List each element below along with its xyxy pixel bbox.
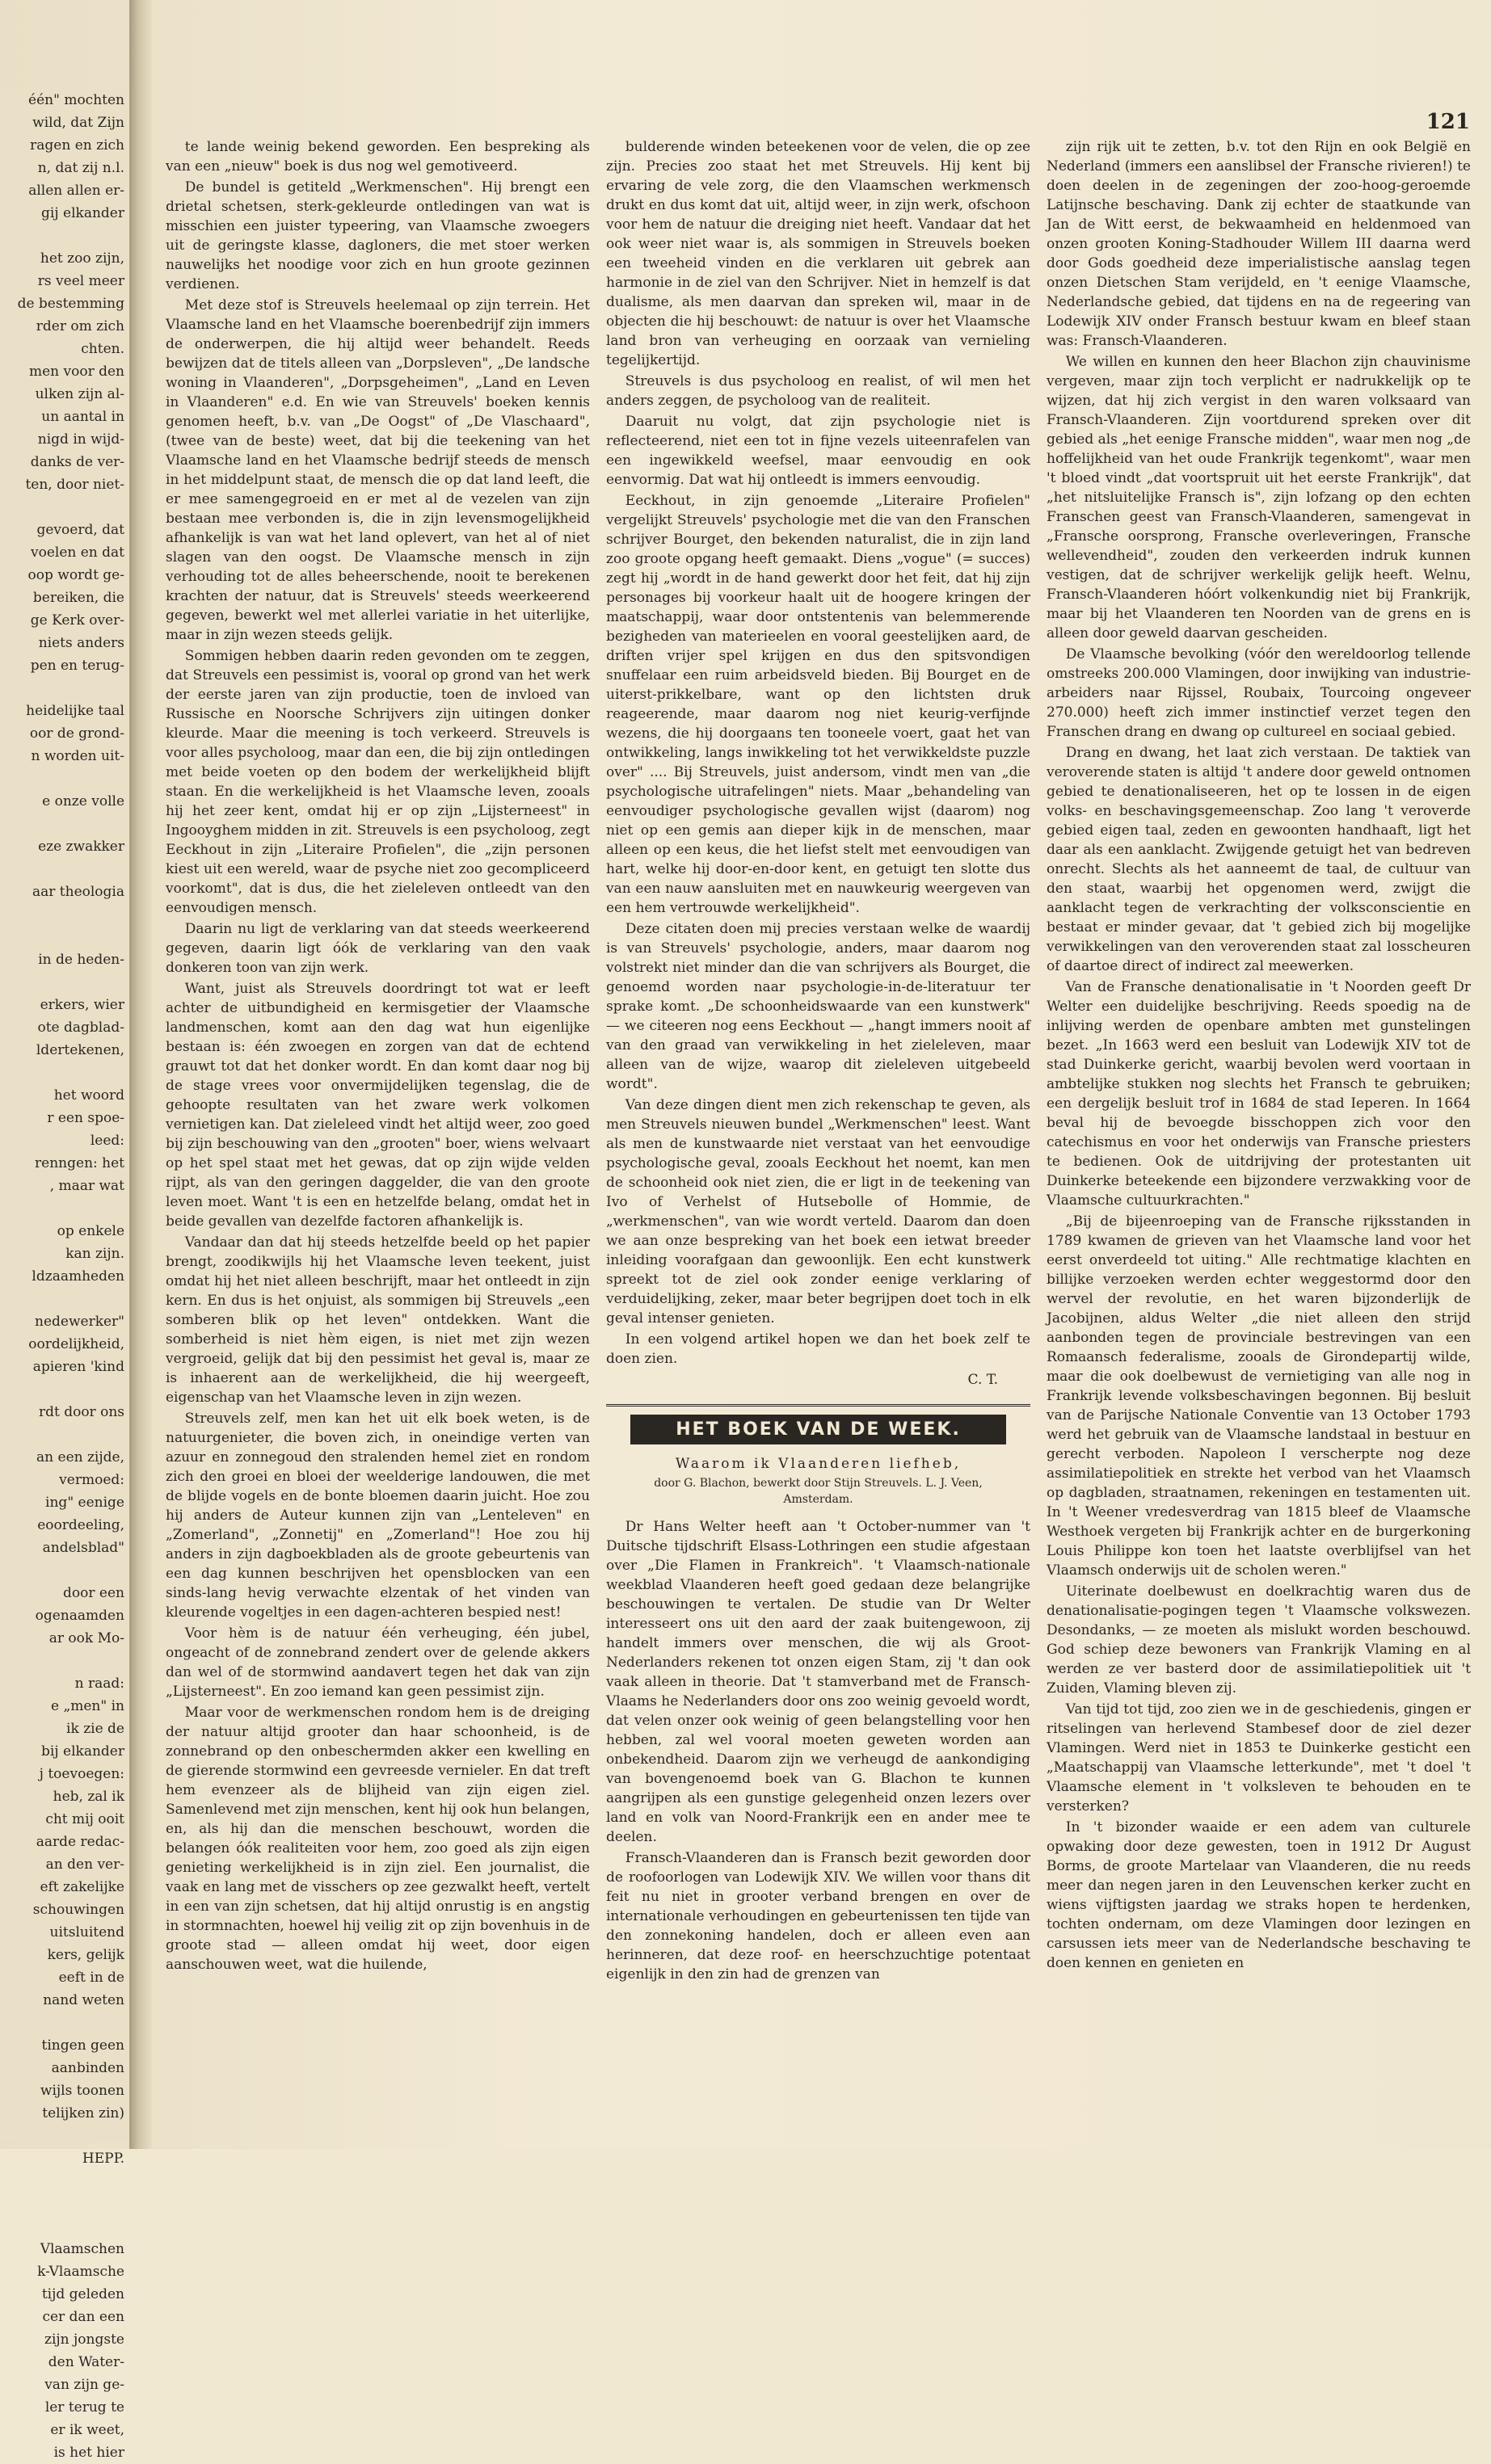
margin-text-line: an den ver- xyxy=(45,1856,124,1873)
paragraph: In 't bizonder waaide er een adem van culturele opwaking door deze gewesten, toen in 1912 Dr August Borms, de groote Martelaar van Vlaanderen, die nu reeds meer dan negen jaren in den Leuvenschen kerker zucht en wiens vijftigsten jaardag we straks hopen te herdenken, tochten ondernam, om deze Vlamingen door lezingen en carsussen iets meer van de Nederlandsche beschaving te doen kennen en genieten en xyxy=(1047,1819,1471,1971)
margin-text-line xyxy=(0,813,129,835)
margin-text-line: zijn jongste xyxy=(44,2332,124,2348)
book-title: Waarom ik Vlaanderen liefheb, xyxy=(675,1456,962,1472)
margin-text-line: den Water- xyxy=(48,2354,124,2370)
margin-text-line xyxy=(0,767,129,790)
margin-text-line: vermoed: xyxy=(59,1472,124,1488)
margin-text-line: andelsblad" xyxy=(42,1540,124,1556)
margin-text-line xyxy=(0,1378,129,1401)
article-streuvels xyxy=(606,137,1030,1369)
margin-text-line: gevoerd, dat xyxy=(36,522,124,538)
margin-text-line: rs veel meer xyxy=(37,273,124,289)
section-divider xyxy=(606,1404,1030,1406)
margin-text-line: bereiken, die xyxy=(32,590,124,606)
paragraph: In een volgend artikel hopen we dan het boek zelf te doen zien. xyxy=(606,1331,1030,1367)
margin-text-line: ote dagblad- xyxy=(37,1020,124,1036)
margin-text-line xyxy=(0,1423,129,1446)
margin-text-line: is het hier xyxy=(53,2445,124,2461)
page-gutter xyxy=(129,0,152,2149)
margin-text-line: an een zijde, xyxy=(36,1449,124,1465)
margin-text-line: eze zwakker xyxy=(38,839,124,855)
column-1 xyxy=(166,137,590,2133)
column-2 xyxy=(606,137,1030,2133)
margin-text-line: gij elkander xyxy=(41,205,124,221)
margin-text-line: ten, door niet- xyxy=(25,477,124,493)
paragraph: De bundel is getiteld „Werkmenschen". Hij brengt een drietal schetsen, sterk-gekleurde ontledingen van wat is misschien een juister typeering, van Vlaamsche zwoegers uit de geringste klasse, dagloners, die met stoer werken nauwelijks het noodige voor zich en hun groote gezinnen verdienen. xyxy=(166,179,590,292)
margin-text-line: r een spoe- xyxy=(47,1110,124,1126)
margin-text-line: e „men" in xyxy=(50,1698,124,1714)
margin-text-line: renngen: het xyxy=(35,1155,124,1171)
margin-text-line: , maar wat xyxy=(49,1178,124,1194)
margin-text-line xyxy=(0,2012,129,2034)
margin-text-line xyxy=(0,2125,129,2147)
book-review xyxy=(606,1517,1030,1984)
paragraph: Voor hèm is de natuur één verheuging, één jubel, ongeacht of de zonnebrand zendert over de gelende akkers dan wel of de stormwind aandavert tegen het dak van zijn „Lijsterneest". En zoo iemand kan geen pessimist zijn. xyxy=(166,1625,590,1700)
margin-text-line xyxy=(0,1288,129,1310)
margin-text-line: chten. xyxy=(81,341,124,357)
margin-text-line xyxy=(0,858,129,881)
paragraph: Maar voor de werkmenschen rondom hem is de dreiging der natuur altijd grooter dan haar schoonheid, is de zonnebrand op den onbeschermden akker een kwelling en de gierende stormwind een gevreesde vernieler. En dat treft hem evenzeer als de blijheid van zijn eigen ziel. Samenlevend met zijn menschen, kent hij ook hun belangen, en, als hij dan die menschen beschouwt, worden die belangen óók realiteiten voor hem, zoo goed als zijn eigen genieting werkelijkheid is in zijn ziel. Een journalist, die vaak en lang met de visschers op zee gezwalkt heeft, vertelt in een van zijn schetsen, dat hij altijd onrustig is en angstig in stormnachten, hoewel hij veilig zit op zijn bovenhuis in de groote stad — alleen omdat hij weet, door eigen aanschouwen weet, wat die huilende, xyxy=(166,1705,590,1973)
paragraph: Fransch-Vlaanderen dan is Fransch bezit geworden door de roofoorlogen van Lodewijk XIV. We willen voor thans dit feit nu niet in grooter verband brengen en over de internationale verhoudingen en gebeurtenissen ten tijde van den zonnekoning handelen, doch er alleen even aan herinneren, dat deze roof- en heerschzuchtige potentaat eigenlijk in den zin had de grenzen van xyxy=(606,1850,1030,1983)
margin-text-line: ragen en zich xyxy=(30,137,124,153)
margin-text-line: door een xyxy=(63,1585,124,1601)
margin-text-line: bij elkander xyxy=(41,1743,124,1760)
margin-text-line: eeft in de xyxy=(58,1970,124,1986)
margin-text-line: kan zijn. xyxy=(65,1246,124,1262)
paragraph: Van deze dingen dient men zich rekenschap te geven, als men Streuvels nieuwen bundel „Werkmenschen" leest. Want als men de kunstwaarde niet verstaat van het eenvoudige psychologische geval, zooals Eeckhout het noemt, kan men de schoonheid ook niet zien, die er ligt in de teekening van Ivo of Verhelst of Hutsebolle of Hommie, de „werkmenschen", van wie wordt verteld. Daarom dan doen we aan onze bespreking van het boek een ietwat breeder inleiding voorafgaan dan gewoonlijk. Een echt kunstwerk spreekt tot de ziel ook zonder eenige verklaring of verduidelijking, zeker, maar beter begrijpen doet toch in elk geval intenser genieten. xyxy=(606,1097,1030,1327)
margin-text-line: ing" eenige xyxy=(45,1495,124,1511)
margin-text-line: erkers, wier xyxy=(40,997,124,1013)
margin-text-line: rdt door ons xyxy=(38,1404,124,1420)
margin-text-line: oop wordt ge- xyxy=(27,567,124,583)
paragraph: Uiterinate doelbewust en doelkrachtig waren dus de denationalisatie-pogingen tegen 't Vlaamsche volkswezen. Desondanks, — ze moeten als mislukt worden beschouwd. God schiep deze bewoners van Frankrijk Vlaming en al werden ze ver basterd door de assimilatiepolitiek uit 't Zuiden, Vlaming bleven zij. xyxy=(1047,1583,1471,1697)
page-number: 121 xyxy=(1426,110,1470,134)
margin-text-line: heidelijke taal xyxy=(26,703,124,719)
margin-text-line: tijd geleden xyxy=(41,2286,124,2302)
paragraph: zijn rijk uit te zetten, b.v. tot den Rijn en ook België en Nederland (immers een aanslibsel der Fransche rivieren!) te doen deelen in de zegeningen der zoo-hoog-geroemde Latijnsche beschaving. Dank zij echter de staatkunde van Jan de Witt eerst, de bekwaamheid en heldenmoed van onzen grooten Koning-Stadhouder Willem III daarna werd door Gods goedheid deze imperialistische aanslag tegen onzen Dietschen Stam verijdeld, en 't eenige Vlaamsche, Nederlandsche gebied, dat tijdens en na de regeering van Lodewijk XIV onder Fransch bestuur kwam en bleef staan was: Fransch-Vlaanderen. xyxy=(1047,139,1471,349)
margin-text-line: wild, dat Zijn xyxy=(32,115,124,131)
paragraph: te lande weinig bekend geworden. Een bespreking als van een „nieuw" boek is dus nog wel gemotiveerd. xyxy=(166,139,590,174)
margin-text-line xyxy=(0,1062,129,1084)
margin-text-line: k-Vlaamsche xyxy=(37,2264,124,2280)
margin-text-line: cht mij ooit xyxy=(45,1811,124,1827)
margin-text-line: van zijn ge- xyxy=(44,2377,124,2393)
margin-text-line xyxy=(0,2170,129,2193)
margin-text-line: kers, gelijk xyxy=(47,1947,124,1963)
book-meta: door G. Blachon, bewerkt door Stijn Streuvels. L. J. Veen, Amsterdam. xyxy=(654,1477,983,1506)
paragraph: Van tijd tot tijd, zoo zien we in de geschiedenis, gingen er ritselingen van herlevend Stambesef door de ziel dezer Vlamingen. Werd niet in 1853 te Duinkerke gesticht een „Maatschappij van Vlaamsche letterkunde", met 't doel 't Vlaamsche element in 't volksleven te behouden en te versterken? xyxy=(1047,1701,1471,1814)
margin-text-line xyxy=(0,496,129,519)
margin-text-line xyxy=(0,1197,129,1220)
margin-text-line: n, dat zij n.l. xyxy=(37,160,124,176)
margin-text-line: nand weten xyxy=(43,1992,124,2008)
author-signature: C. T. xyxy=(967,1372,998,1388)
paragraph: Daaruit nu volgt, dat zijn psychologie niet is reflecteerend, niet een tot in fijne vezels uiteenrafelen van een ingewikkeld weefsel, maar eenvoudig en ook eenvormig. Dat wat hij ontleedt is immers eenvoudig. xyxy=(606,414,1030,488)
margin-text-line: de bestemming xyxy=(17,296,124,312)
margin-text-line: eoordeeling, xyxy=(37,1517,124,1533)
margin-text-line: eft zakelijke xyxy=(40,1879,124,1895)
adjacent-page-margin xyxy=(0,89,131,2461)
margin-text-line: cer dan een xyxy=(42,2309,124,2325)
paragraph: De Vlaamsche bevolking (vóór den wereldoorlog tellende omstreeks 200.000 Vlamingen, door inwijking van industrie-arbeiders naar Rijssel, Roubaix, Tourcoing ongeveer 270.000) heeft zich immer instinctief verzet tegen den Franschen drang en dwang op cultureel en sociaal gebied. xyxy=(1047,646,1471,740)
margin-text-line: aar theologia xyxy=(32,884,124,900)
paragraph: Van de Fransche denationalisatie in 't Noorden geeft Dr Welter een duidelijke beschrijving. Reeds spoedig na de inlijving werden de openbare ambten met gunstelingen bezet. „In 1663 werd een besluit van Lodewijk XIV tot de stad Duinkerke gericht, waarbij bevolen werd voortaan in ambtelijke stukken nog slechts het Fransch te gebruiken; een dergelijk besluit trof in 1684 de stad Ieperen. In 1664 beval hij de bevoegde bisschoppen zich voor den catechismus en voor het onderwijs van Fransche priesters te bedienen. Ook de uitdrijving der protestanten uit Duinkerke beteekende een bijzondere verzwakking voor de Vlaamsche cultuurkrachten." xyxy=(1047,979,1471,1209)
paragraph: „Bij de bijeenroeping van de Fransche rijksstanden in 1789 kwamen de grieven van het Vlaamsche land voor het eerst onverdeeld tot uiting." Alle rechtmatige klachten en billijke verzoeken werden echter weggestormd door den wervel der revolutie, en het waren bijzonderlijk de Jacobijnen, aldus Welter „die niet alleen den strijd aanbonden tegen de provinciale bestrevingen van een Romaansch federalisme, zooals de Girondepartij wilde, maar die ook doelbewust de vernietiging van alle nog in Frankrijk levende volksbeschavingen begonnen. Bij besluit van de Parijsche Nationale Conventie van 13 October 1793 werd het gebruik van de Vlaamsche landstaal in bestuur en gerecht verboden. Napoleon I verscherpte nog deze assimilatiepolitiek en strekte het verbod van het Vlaamsch op dagbladen, straatnamen, rekeningen en testamenten uit. In 't Weener vredesverdrag van 1815 bleef de Vlaamsche Westhoek vergeten bij Frankrijk achter en de burgerkoning Louis Philippe kon toen het laatste overblijfsel van het Vlaamsch onderwijs uit de scholen weren." xyxy=(1047,1213,1471,1579)
margin-text-line: pen en terug- xyxy=(30,658,124,674)
margin-text-line: un aantal in xyxy=(41,409,124,425)
margin-text-line: allen allen er- xyxy=(28,183,124,199)
margin-text-line: het zoo zijn, xyxy=(40,250,124,267)
margin-text-line: e onze volle xyxy=(42,793,124,809)
margin-text-line: heb, zal ik xyxy=(53,1789,124,1805)
margin-text-line: HEPP. xyxy=(82,2151,124,2167)
margin-text-line xyxy=(0,1650,129,1672)
margin-text-line: op enkele xyxy=(57,1223,124,1239)
paragraph: Dr Hans Welter heeft aan 't October-nummer van 't Duitsche tijdschrift Elsass-Lothringen een studie afgestaan over „Die Flamen in Frankreich". 't Vlaamsch-nationale weekblad Vlaanderen heeft goed gedaan deze belangrijke beschouwingen te vertalen. De studie van Dr Welter interesseert ons uit den aard der zaak buitengewoon, zij handelt immers over menschen, die wij als Groot-Nederlanders rekenen tot onzen eigen Stam, zij 't dan ook vaak alleen in theorie. Dat 't stamverband met de Fransch-Vlaams he Nederlanders door ons zoo weinig gevoeld wordt, dat velen onzer ook weinig of geen belangstelling voor hen hebben, zal wel vooral moeten geweten worden aan onbekendheid. Daarom zijn we verheugd de aankondiging van bovengenoemd boek van G. Blachon te kunnen aangrijpen als een gunstige gelegenheid onzen lezers over land en volk van Noord-Frankrijk een en ander mee te deelen. xyxy=(606,1519,1030,1845)
margin-text-line xyxy=(0,926,129,948)
margin-text-line: Vlaamschen xyxy=(40,2241,124,2257)
margin-text-line: niets anders xyxy=(38,635,124,651)
margin-text-line: men voor den xyxy=(28,364,124,380)
margin-text-line xyxy=(0,971,129,994)
paragraph: Deze citaten doen mij precies verstaan welke de waardij is van Streuvels' psychologie, anders, maar daarom nog volstrekt niet minder dan die van schrijvers als Bourget, die genoemd worden naar psychologie-in-de-literatuur ter sprake komt. „De schoonheidswaarde van een kunstwerk" — we citeeren nog eens Eeckhout — „hangt immers nooit af van den graad van verwikkeling in het zieleleven, maar alleen van de wijze, waarop dit zieleleven uitgebeeld wordt". xyxy=(606,921,1030,1092)
margin-text-line: ogenaamden xyxy=(35,1608,124,1624)
margin-text-line: danks de ver- xyxy=(30,454,124,470)
paragraph: We willen en kunnen den heer Blachon zijn chauvinisme vergeven, maar zijn toch verplicht er nadrukkelijk op te wijzen, dat hij zich vergist in den waren volksaard van Fransch-Vlaanderen. Zijn voortdurend spreken over dit gebied als „het eenige Fransche midden", waar men nog „de hoffelijkheid van het oude Frankrijk tegenkomt", waar men 't bloed vindt „dat voortspruit uit het eerste Frankrijk", dat „het nitsluitelijke Fransch is", zijn lofzang op den echten Franschen geest van Fransch-Vlaanderen, samengevat in „Fransche oorsprong, Fransche overleveringen, Fransche wellevendheid", zouden den verkeerden indruk kunnen vestigen, dat de schrijver werkelijk gelijk heeft. Welnu, Fransch-Vlaanderen hóórt volkenkundig niet bij Frankrijk, maar bij het Vlaanderen ten Noorden van de grens en is alleen door geweld daarvan gescheiden. xyxy=(1047,354,1471,641)
margin-text-line xyxy=(0,2193,129,2215)
margin-text-line: ldzaamheden xyxy=(32,1268,124,1285)
margin-text-line: ar ook Mo- xyxy=(48,1630,124,1646)
paragraph: Sommigen hebben daarin reden gevonden om te zeggen, dat Streuvels een pessimist is, vooral op grond van het werk der eerste jaren van zijn productie, toen de invloed van Russische en Noorsche Schrijvers zijn uitingen donker kleurde. Maar die meening is toch verkeerd. Streuvels is voor alles psycholoog, maar dan een, die bij zijn ontledingen met beide voeten op den bodem der werkelijkheid blijft staan. En die werkelijkheid is het Vlaamsche leven, zooals hij het zeer kent, omdat hij er op zijn „Lijsterneest" in Ingooyghem midden in zit. Streuvels is een psycholoog, zegt Eeckhout in zijn „Literaire Profielen", die „zijn personen kiest uit een wereld, waar de psyche niet zoo gecompliceerd voorkomt", dat is dus, die het zieleleven ontleedt van den eenvoudigen mensch. xyxy=(166,648,590,916)
section-title: HET BOEK VAN DE WEEK. xyxy=(630,1415,1006,1444)
margin-text-line: nedewerker" xyxy=(35,1314,124,1330)
margin-text-line xyxy=(0,677,129,700)
paragraph: Vandaar dan dat hij steeds hetzelfde beeld op het papier brengt, zoodikwijls hij het Vlaamsche leven teekent, juist omdat hij het niet alleen beschrijft, maar het ontleedt in zijn kern. En dus is het onjuist, als sommigen bij Streuvels „een somberen blik op het leven" ontdekken. Want die somberheid is niet hèm eigen, is niet met zijn wezen vergroeid, gelijk dat bij den pessimist het geval is, maar ze is inhaerent aan de werkelijkheid, die hij weergeeft, eigenschap van het Vlaamsche leven in zijn wezen. xyxy=(166,1234,590,1406)
margin-text-line: ik zie de xyxy=(66,1721,124,1737)
margin-text-line: apieren 'kind xyxy=(32,1359,124,1375)
margin-text-line: één" mochten xyxy=(28,92,124,108)
margin-text-line: het woord xyxy=(53,1087,124,1104)
margin-text-line: rder om zich xyxy=(36,318,124,334)
paragraph: Drang en dwang, het laat zich verstaan. De taktiek van veroverende staten is altijd 't andere door geweld ontnomen gebied te denationaliseeren, het op te lossen in de eigen volks- en beschavingsgemeenschap. Zoo lang 't veroverde gebied eigen taal, zeden en gewoonten handhaaft, ligt het daar als een aanklacht. Zwijgende getuigt het van bedreven onrecht. Slechts als het aanneemt de taal, de cultuur van den staat, waarbij het opgenomen werd, zwijgt die aanklacht tegen de verkrachting der volksconscientie en bestaat er minder gevaar, dat 't gebied zich bij mogelijke verwikkelingen van den veroverenden staat zal losscheuren of daartoe direct of indirect zal meewerken. xyxy=(1047,745,1471,974)
margin-text-line: tingen geen xyxy=(41,2037,124,2054)
margin-text-line: wijls toonen xyxy=(40,2083,124,2099)
paragraph: bulderende winden beteekenen voor de velen, die op zee zijn. Precies zoo staat het met Streuvels. Hij kent bij ervaring de vele zorg, die den Vlaamschen werkmensch drukt en dus komt dat uit, altijd weer, in zijn werk, ofschoon voor hem de natuur die dreiging niet heeft. Vandaar dat het ook weer niet waar is, als sommigen in Streuvels boeken een tweeheid vinden en die verklaren uit gebrek aan harmonie in de ziel van den Schrijver. Niet in hemzelf is dat dualisme, als men daarvan dan spreken wil, maar in de objecten die hij beschouwt: de natuur is over het Vlaamsche land bron van verheuging en oorzaak van vernieling tegelijkertijd. xyxy=(606,139,1030,368)
article-columns xyxy=(166,137,1471,2133)
margin-text-line: j toevoegen: xyxy=(39,1766,124,1782)
margin-text-line xyxy=(0,225,129,247)
margin-text-line xyxy=(0,2215,129,2238)
margin-text-line: nigd in wijd- xyxy=(37,431,124,448)
margin-text-line: in de heden- xyxy=(38,952,124,968)
margin-text-line: ldertekenen, xyxy=(36,1042,124,1058)
paragraph: Streuvels is dus psycholoog en realist, of wil men het anders zeggen, de psycholoog van de realiteit. xyxy=(606,373,1030,409)
paragraph: Met deze stof is Streuvels heelemaal op zijn terrein. Het Vlaamsche land en het Vlaamsche boerenbedrijf zijn immers de onderwerpen, die hij altijd weer behandelt. Reeds bewijzen dat de titels alleen van „Dorpsleven", „De landsche woning in Vlaanderen", „Dorpsgeheimen", „Land en Leven in Vlaanderen" e.d. En wie van Streuvels' boeken kennis genomen heeft, b.v. van „De Oogst" of „De Vlaschaard", (twee van de beste) weet, dat bij die teekening van het Vlaamsche land en het Vlaamsche bedrijf steeds de mensch in het middelpunt staat, de mensch die op dat land leeft, die er mee samengegroeid en er met al de vezelen van zijn bestaan mee verbonden is, die in zijn levensmogelijkheid afhankelijk is van wat het land oplevert, van het al of niet slagen van den oogst. De Vlaamsche mensch in zijn verhouding tot de alles beheerschende, nooit te berekenen krachten der natuur, dat is Streuvels' steeds weerkeerend gegeven, bewerkt wel met allerlei variatie in het uiterlijke, maar in zijn wezen steeds gelijk. xyxy=(166,297,590,643)
margin-text-line: oordelijkheid, xyxy=(28,1336,124,1352)
margin-text-line: aanbinden xyxy=(51,2060,124,2076)
margin-text-line: ler terug te xyxy=(44,2399,124,2416)
paragraph: Daarin nu ligt de verklaring van dat steeds weerkeerend gegeven, daarin ligt óók de verklaring van den vaak donkeren toon van zijn werk. xyxy=(166,921,590,976)
margin-text-line: ulken zijn al- xyxy=(35,386,124,402)
margin-text-line: ge Kerk over- xyxy=(30,612,124,629)
margin-text-line xyxy=(0,903,129,926)
margin-text-line: telijken zin) xyxy=(42,2105,124,2121)
paragraph: Streuvels zelf, men kan het uit elk boek weten, is de natuurgenieter, die boven zich, in oneindige verten van azuur en zonnegoud den stralenden hemel ziet en rondom zich den groei en bloei der weelderige landouwen, die met de blijde vogels en de bonte bloemen daarin juicht. Hoe zou hij anders de Auteur kunnen zijn van „Lenteleven" en „Zomerland", „Zonnetij" en „Zomerland"! Hoe zou hij anders in zijn dagboekbladen als de groote gebeurtenis van een dag kunnen beschrijven het opensblocken van een sinds-lang hevig verwachte elzentak of het vinden van kleurende vogeltjes in een dagen-achteren bespied nest! xyxy=(166,1411,590,1621)
margin-text-line xyxy=(0,1559,129,1582)
margin-text-line: n raad: xyxy=(74,1676,124,1692)
paragraph: Eeckhout, in zijn genoemde „Literaire Profielen" vergelijkt Streuvels' psychologie met die van den Franschen schrijver Bourget, den bekenden naturalist, die in zijn land zoo groote opgang heeft gemaakt. Diens „vogue" (= succes) zegt hij „wordt in de hand gewerkt door het feit, dat hij zijn personages bij voorkeur haalt uit de hoogere kringen der maatschappij, waar door ontstentenis van belemmerende bezigheden van materieelen en vooral geestelijken aard, de driften vrijer spel krijgen en dus den spitsvondigen snuffelaar een ruim arbeidsveld bieden. Bij Bourget en de uiterst-prikkelbare, want op den lichtsten druk reageerende, maar daarom nog niet keurig-verfijnde wezens, die hij doorgaans ten tooneele voert, gaat het van ontwikkeling, langs inwikkeling tot het verwikkeldste puzzle over" .... Bij Streuvels, juist andersom, vindt men van „die psychologische uitrafelingen" niets. Maar „behandeling van eenvoudiger psychologische gevallen wijst (daarom) nog niet op een gemis aan dieper kijk in de menschen, maar alleen op een keus, die het liefst stelt met eenvoudigen van hart, welke hij door-en-door kent, en getuigt ten slotte dus van een nauw aansluiten met en nauwkeurig weergeven van een hem vertrouwde werkelijkheid". xyxy=(606,493,1030,916)
margin-text-line: schouwingen xyxy=(32,1902,124,1918)
margin-text-line: n worden uit- xyxy=(31,748,124,764)
margin-text-line: aarde redac- xyxy=(36,1834,124,1850)
column-3 xyxy=(1047,137,1471,2133)
margin-text-line: uitsluitend xyxy=(49,1924,124,1941)
margin-text-line: leed: xyxy=(90,1133,124,1149)
margin-text-line: oor de grond- xyxy=(29,725,124,742)
paragraph: Want, juist als Streuvels doordringt tot wat er leeft achter de uitbundigheid en kermisgetier der Vlaamsche landmenschen, komt aan den dag wat hun eigenlijke bestaan is: één zwoegen en zorgen van dat de echtend grauwt tot dat het donker wordt. En dan komt daar nog bij de stage vrees voor onvermijdelijken tegenslag, die de gehoopte resultaten van het zware werk volkomen vernietigen kan. Dat zieleleed vindt het altijd weer, zoo goed bij zijn beschouwing van den „grooten" boer, wiens welvaart op het spel staat met het gewas, dat op zijn wijde velden rijpt, als van den geringen daggelder, die van den groote leven moet. Want 't is een en hetzelfde belang, omdat het in beide gevallen van dezelfde factoren afhankelijk is. xyxy=(166,981,590,1230)
margin-text-line: voelen en dat xyxy=(30,545,124,561)
margin-text-line: er ik weet, xyxy=(50,2422,124,2438)
